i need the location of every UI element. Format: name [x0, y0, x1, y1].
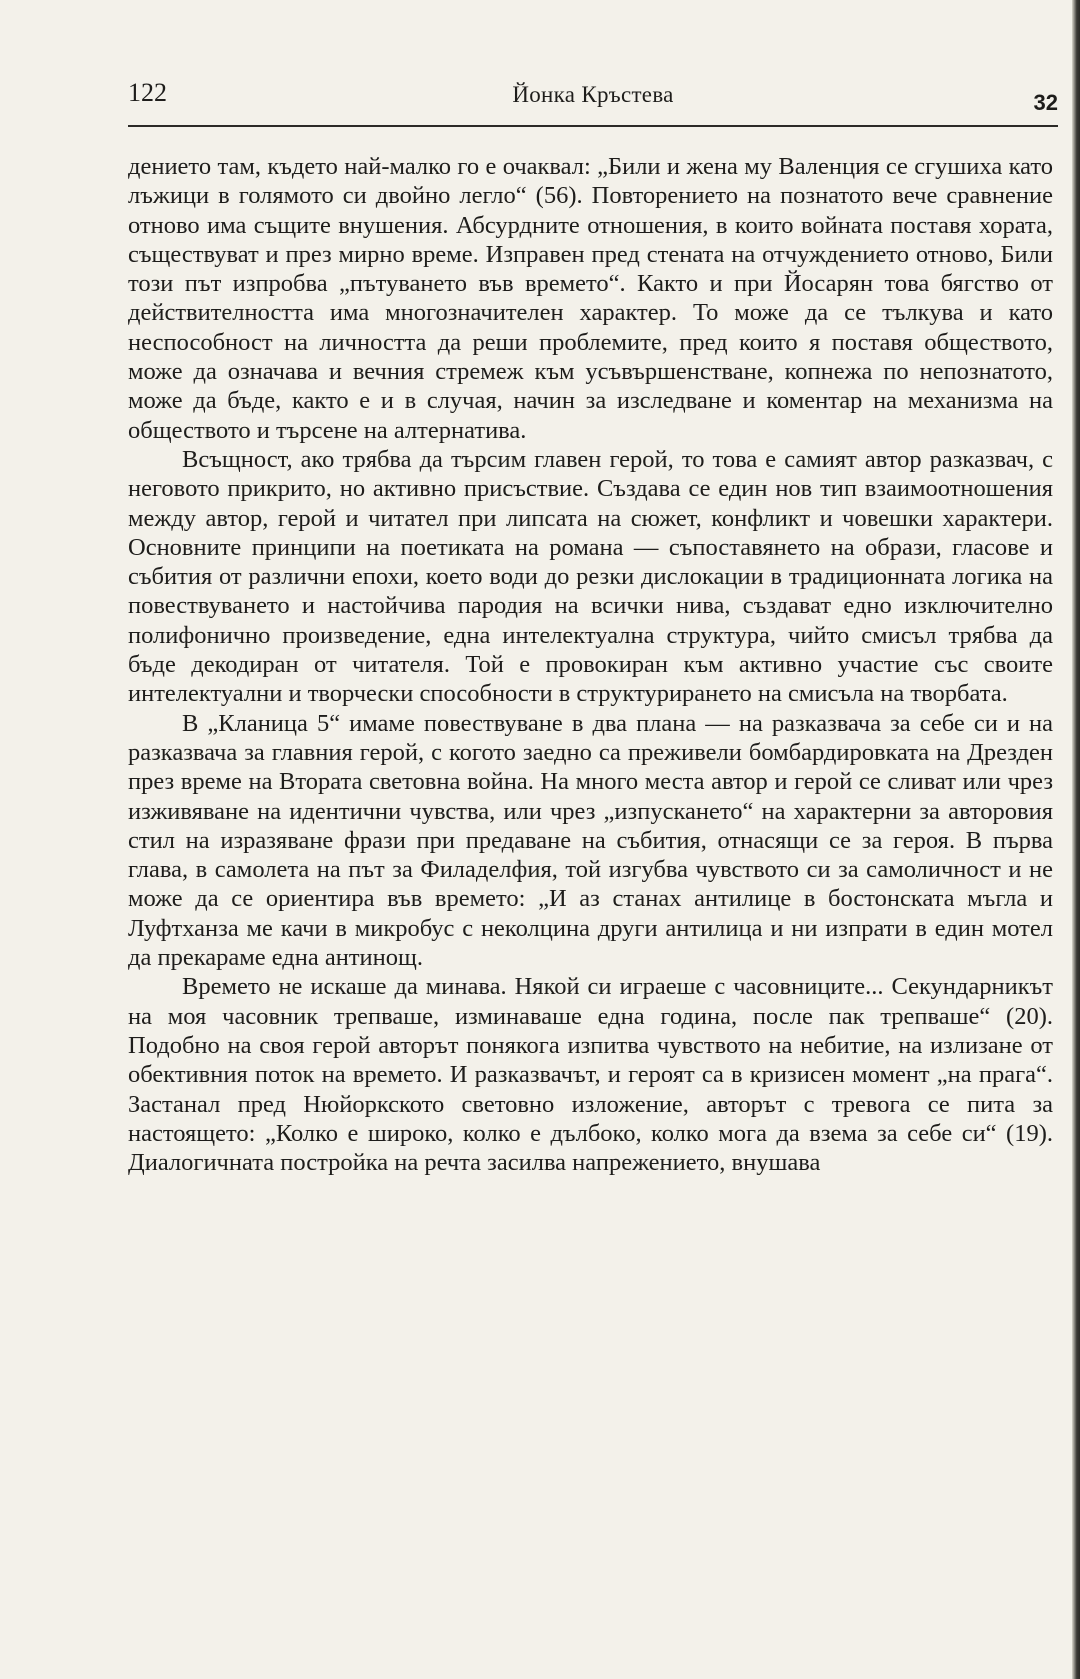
- paragraph: Всъщност, ако трябва да търсим главен герой, то това е самият автор разказвач, с неговото прикрито, но активно присъствие. Създава се един нов тип взаимоотношения между автор, герой и читател при липсата на сюжет, конфликт и човешки характери. Основните принципи на поетиката на романа — съпоставянето на образи, гласове и събития от различни епохи, което води до резки дислокации в традиционната логика на повествуването и настойчива пародия на всички нива, създават едно изключително полифонично произведение, една интелектуална структура, чийто смисъл трябва да бъде декодиран от читателя. Той е провокиран към активно участие със своите интелектуални и творчески способности в структурирането на смисъла на творбата.: [128, 445, 1053, 708]
- paragraph: Времето не искаше да минава. Някой си играеше с часовниците... Секундарникът на моя часовник трепваше, изминаваше една година, после пак трепваше“ (20). Подобно на своя герой авторът понякога изпитва чувството на небитие, на излизане от обективния поток на времето. И разказвачът, и героят са в кризисен момент „на прага“. Застанал пред Нюйоркското световно изложение, авторът с тревога се пита за настоящето: „Колко е широко, колко е дълбоко, колко мога да взема за себе си“ (19). Диалогичната постройка на речта засилва напрежението, внушава: [128, 973, 1053, 1177]
- page-number: 122: [128, 78, 167, 107]
- header-rule: [128, 125, 1058, 127]
- page-edge-shadow: [1072, 0, 1080, 1679]
- body-text: [128, 152, 1053, 1177]
- running-head-author: Йонка Кръстева: [512, 82, 674, 107]
- page-header: [128, 78, 1058, 118]
- paragraph: дението там, където най-малко го е очаквал: „Били и жена му Валенция се сгушиха като лъжици в голямото си двойно легло“ (56). Повторението на познатото вече сравнение отново има същите внушения. Абсурдните отношения, в които войната поставя хората, съществуват и през мирно време. Изправен пред стената на отчуждението отново, Били този път изпробва „пътуването във времето“. Както и при Йосарян това бягство от действителността има многозначителен характер. То може да се тълкува и като неспособност на личността да реши проблемите, пред които я поставя обществото, може да означава и вечния стремеж към усъвършенстване, копнежа по непознатото, може да бъде, както е и в случая, начин за изследване и коментар на механизма на обществото и търсене на алтернатива.: [128, 153, 1053, 444]
- paragraph: В „Кланица 5“ имаме повествуване в два плана — на разказвача за себе си и на разказвача за главния герой, с когото заедно са преживели бомбардировката на Дрезден през време на Втората световна война. На много места автор и герой се сливат или чрез изживяване на идентични чувства, или чрез „изпускането“ на характерни за авторовия стил на изразяване фрази при предаване на събития, отнасящи се за героя. В първа глава, в самолета на път за Филаделфия, той изгубва чувството си за самоличност и не може да се ориентира във времето: „И аз станах антилице в бостонската мъгла и Луфтханза ме качи в микробус с неколцина други антилица и ни изпрати в един мотел да прекараме една антинощ.: [128, 709, 1053, 972]
- margin-number: 32: [1033, 90, 1058, 115]
